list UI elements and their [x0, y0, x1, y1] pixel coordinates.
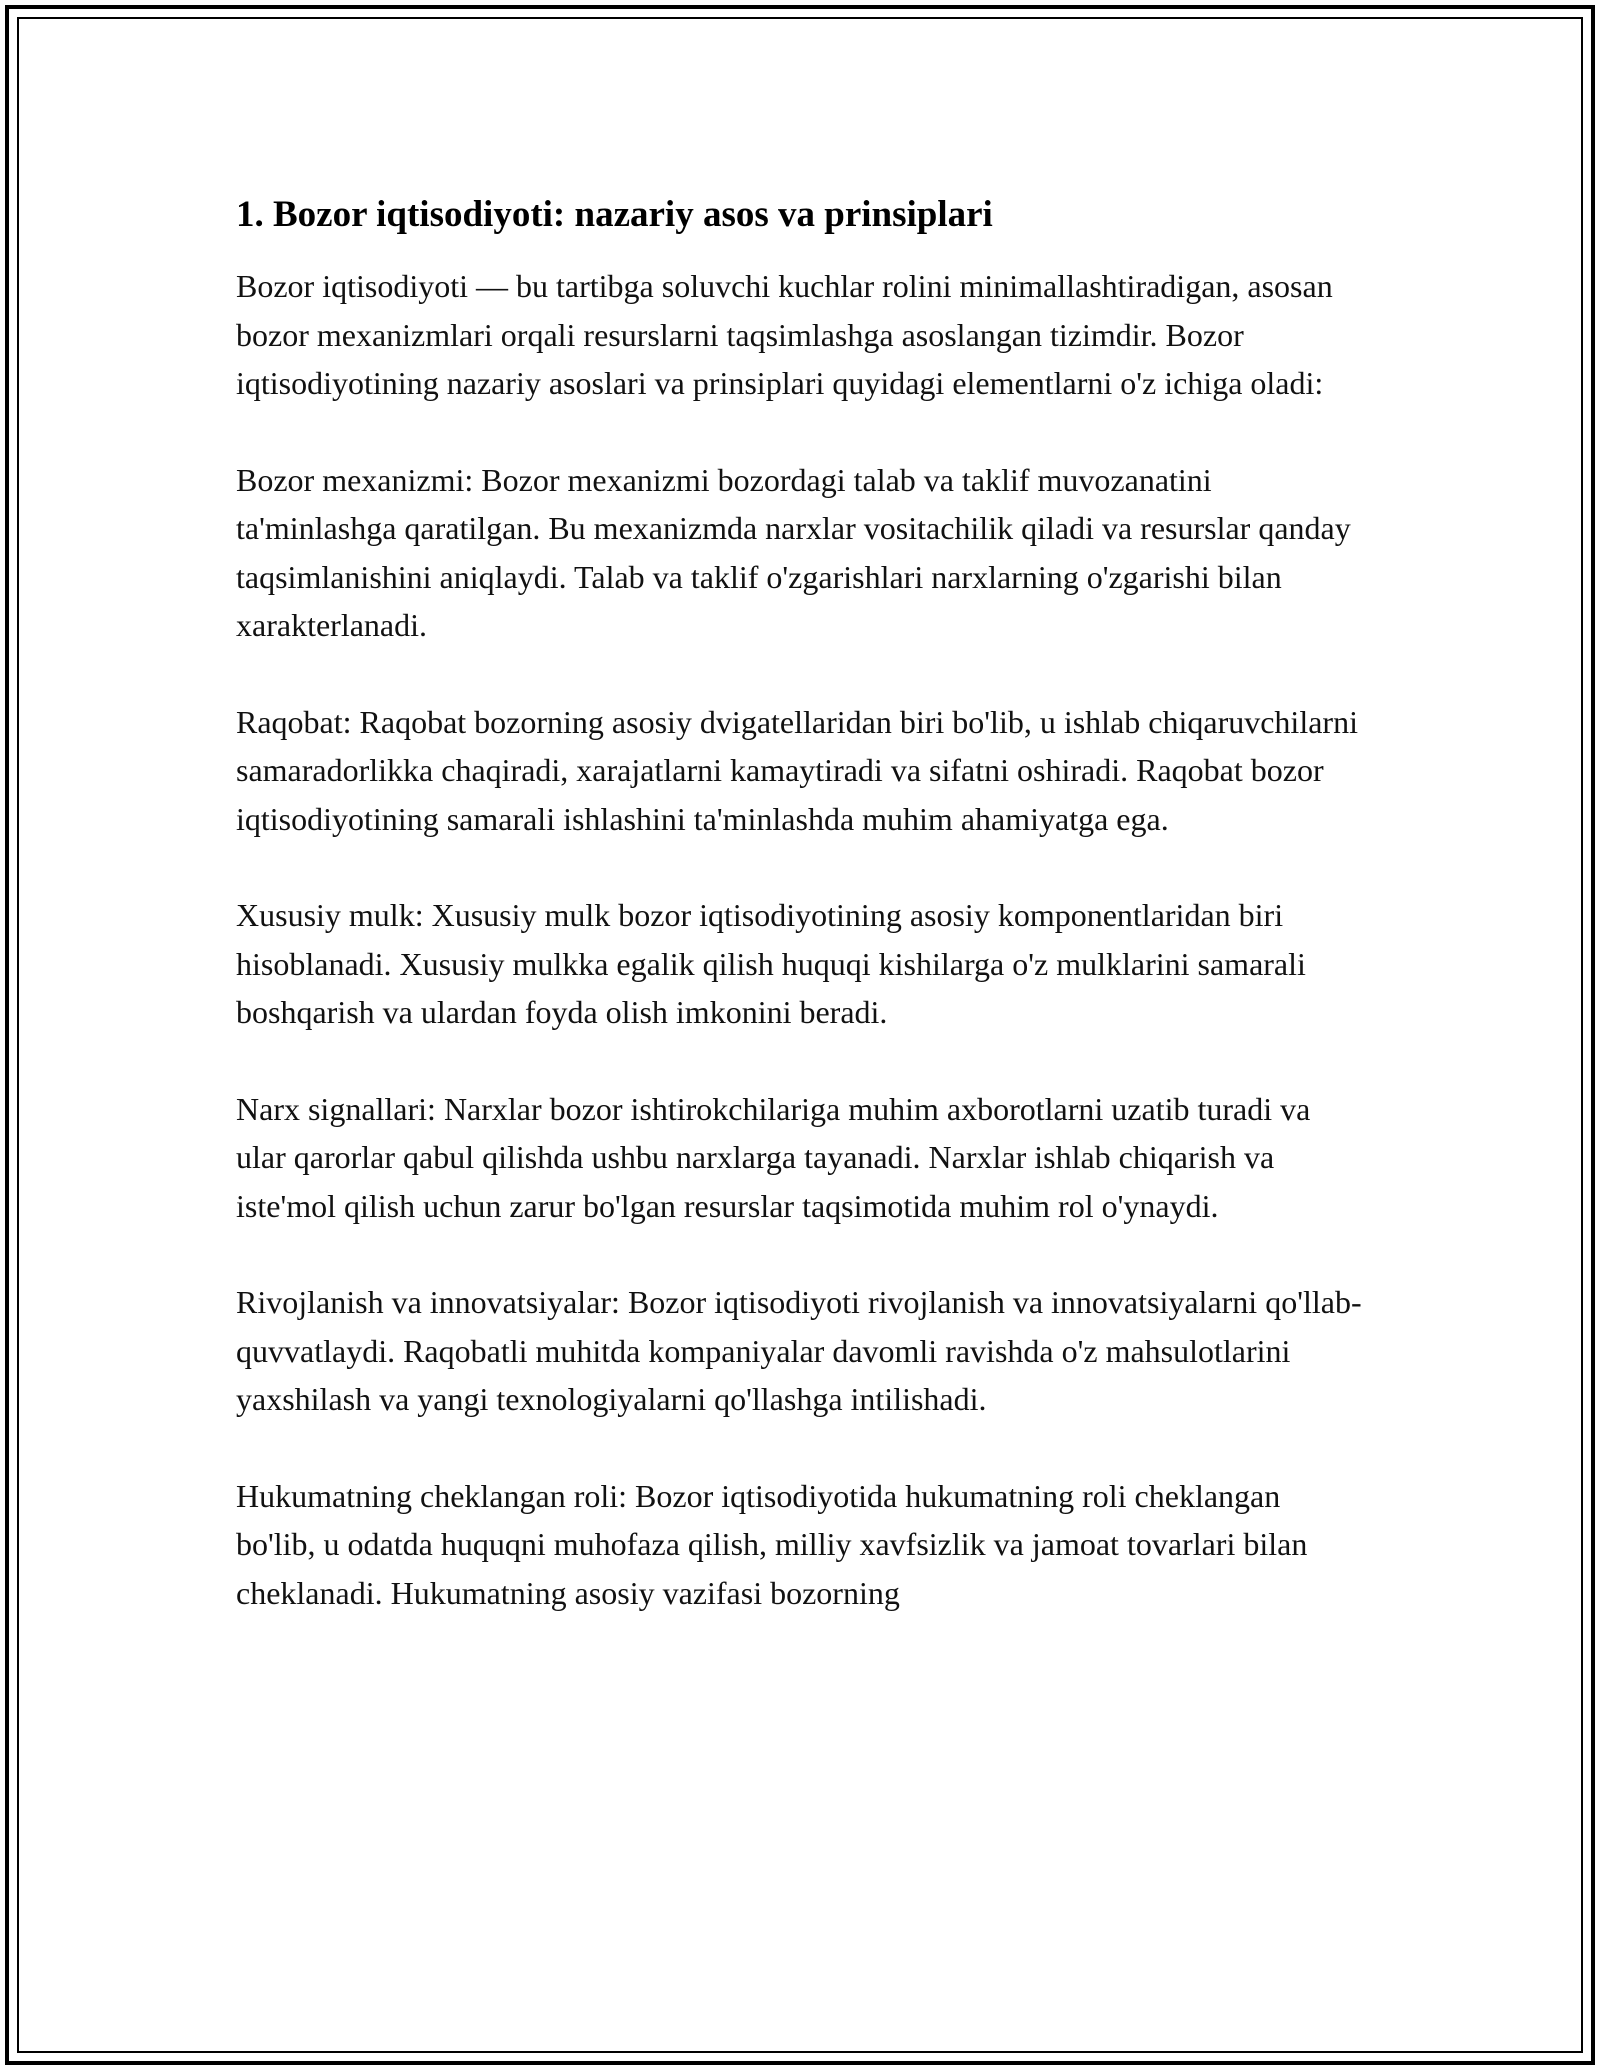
section-heading: 1. Bozor iqtisodiyoti: nazariy asos va prinsiplari	[236, 194, 993, 235]
paragraph-bozor-mexanizmi: Bozor mexanizmi: Bozor mexanizmi bozordagi talab va taklif muvozanatini ta'minlashga qaratilgan. Bu mexanizmda narxlar vositachilik qiladi va resurslar qanday taqsimlanishini aniqlaydi. Talab va taklif o'zgarishlari narxlarning o'zgarishi bilan xarakterlanadi.	[236, 461, 1351, 643]
paragraph-rivojlanish: Rivojlanish va innovatsiyalar: Bozor iqtisodiyoti rivojlanish va innovatsiyalarni qo'llab-quvvatlaydi. Raqobatli muhitda kompaniyalar davomli ravishda o'z mahsulotlarini yaxshilash va yangi texnologiyalarni qo'llashga intilishadi.	[236, 1284, 1362, 1417]
paragraph-xususiy-mulk: Xususiy mulk: Xususiy mulk bozor iqtisodiyotining asosiy komponentlaridan biri hisoblanadi. Xususiy mulkka egalik qilish huquqi kishilarga o'z mulklarini samarali boshqarish va ulardan foyda olish imkonini beradi.	[236, 897, 1306, 1030]
paragraph-hukumat-roli: Hukumatning cheklangan roli: Bozor iqtisodiyotida hukumatning roli cheklangan bo'lib, u odatda huquqni muhofaza qilish, milliy xavfsizlik va jamoat tovarlari bilan cheklanadi. Hukumatning asosiy vazifasi bozorning	[236, 1477, 1308, 1611]
paragraph-narx-signallari: Narx signallari: Narxlar bozor ishtirokchilariga muhim axborotlarni uzatib turadi va ular qarorlar qabul qilishda ushbu narxlarga tayanadi. Narxlar ishlab chiqarish va iste'mol qilish uchun zarur bo'lgan resurslar taqsimotida muhim rol o'ynaydi.	[236, 1090, 1311, 1224]
paragraph-intro: Bozor iqtisodiyoti — bu tartibga soluvchi kuchlar rolini minimallashtiradigan, asosan bozor mexanizmlari orqali resurslarni taqsimlashga asoslangan tizimdir. Bozor iqtisodiyotining nazariy asoslari va prinsiplari quyidagi elementlarni o'z ichiga oladi:	[236, 268, 1333, 401]
paragraph-raqobat: Raqobat: Raqobat bozorning asosiy dvigatellaridan biri bo'lib, u ishlab chiqaruvchilarni samaradorlikka chaqiradi, xarajatlarni kamaytiradi va sifatni oshiradi. Raqobat bozor iqtisodiyotining samarali ishlashini ta'minlashda muhim ahamiyatga ega.	[236, 703, 1358, 837]
document-body	[236, 190, 1366, 1617]
